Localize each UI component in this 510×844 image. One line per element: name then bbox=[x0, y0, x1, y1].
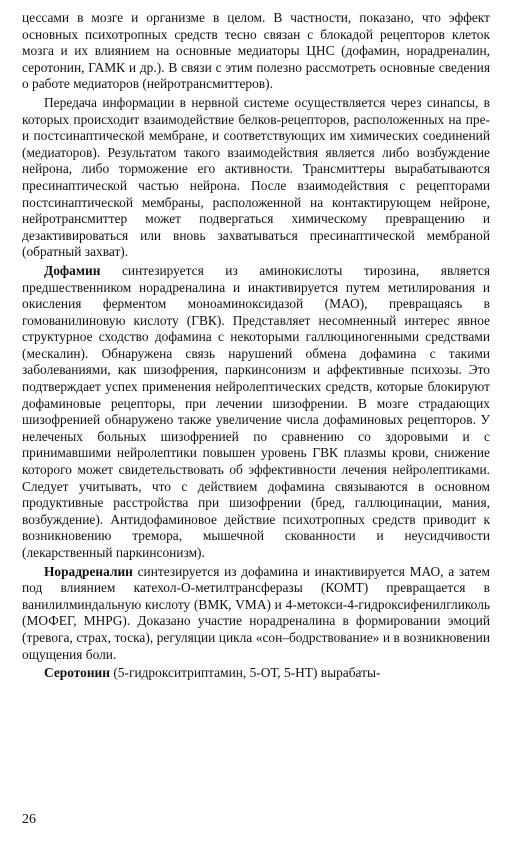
paragraph-serotonin bbox=[22, 665, 490, 682]
paragraph-noradrenaline bbox=[22, 564, 490, 664]
term-noradrenaline: Норадреналин bbox=[44, 563, 133, 579]
paragraph-synapse bbox=[22, 95, 490, 261]
paragraph-text: синтезируется из аминокислоты тирозина, является предшественником норадреналина и инактивируется путем метилирования и окисления ферментом моноаминоксидазой (МАО), превращаясь в гомованилиновую кислоту (ГВК). Представляет несомненный интерес явное структурное сходство дофамина с некоторыми галлюциногенными средствами (мескалин). Обнаружена связь нарушений обмена дофамина с такими заболеваниями, как шизофрения, паркинсонизм и аффективные психозы. Это подтверждает успех применения нейролептических средств, которые блокируют дофаминовые рецепторы, при лечении шизофрении. В мозге страдающих шизофренией обнаружено также увеличение числа дофаминовых рецепторов. У нелеченых больных шизофренией по сравнению со здоровыми и с принимавшими нейролептики повышен уровень ГВК плазмы крови, снижение которого может свидетельствовать об эффективности лечения нейролептиками. Следует учитывать, что с действием дофамина связываются в основном продуктивные расстройства при шизофрении (бред, галлюцинации, мания, возбуждение). Антидофаминовое действие психотропных средств приводит к возникновению тремора, мышечной скованности и неусидчивости (лекарственный паркинсонизм). bbox=[22, 262, 490, 560]
paragraph-text: Передача информации в нервной системе осуществляется через синапсы, в которых происходит взаимодействие белков-рецепторов, расположенных на пре- и постсинаптической мембране, и соответствующих им химических соединений (медиаторов). Результатом такого взаимодействия является либо возбуждение нейрона, либо торможение его активности. Трансмиттеры вырабатываются пресинаптической частью нейрона. После взаимодействия с рецепторами постсинаптической мембраны, расположенной на контактирующем нейроне, нейротрансмиттер может подвергаться химическому превращению и дезактивироваться или вновь захватываться пресинаптической мембраной (обратный захват). bbox=[22, 94, 490, 260]
term-serotonin: Серотонин bbox=[44, 665, 110, 681]
paragraph-dopamine bbox=[22, 263, 490, 562]
paragraph-intro bbox=[22, 10, 490, 93]
paragraph-text: (5-гидрокситриптамин, 5-ОТ, 5-НТ) вырабаты- bbox=[110, 665, 381, 681]
paragraph-text: цессами в мозге и организме в целом. В частности, показано, что эффект основных психотропных средств тесно связан с блокадой рецепторов клеток мозга и их влиянием на основные медиаторы ЦНС (дофамин, норадреналин, серотонин, ГАМК и др.). В связи с этим полезно рассмотреть основные сведения о работе медиаторов (нейротрансмиттеров). bbox=[22, 10, 490, 92]
page-body bbox=[22, 10, 490, 682]
term-dopamine: Дофамин bbox=[44, 262, 101, 278]
page-number: 26 bbox=[22, 812, 36, 827]
paragraph-text: синтезируется из дофамина и инактивируется МАО, а затем под влиянием катехол-О-метилтрансферазы (КОМТ) превращается в ванилилминдальную кислоту (ВМК, VMA) и 4-метокси-4-гидроксифенилгликоль (МОФЕГ, MHPG). Доказано участие норадреналина в формировании эмоций (тревога, страх, тоска), регуляции цикла «сон–бодрствование» и в возникновении ощущения боли. bbox=[22, 563, 490, 662]
